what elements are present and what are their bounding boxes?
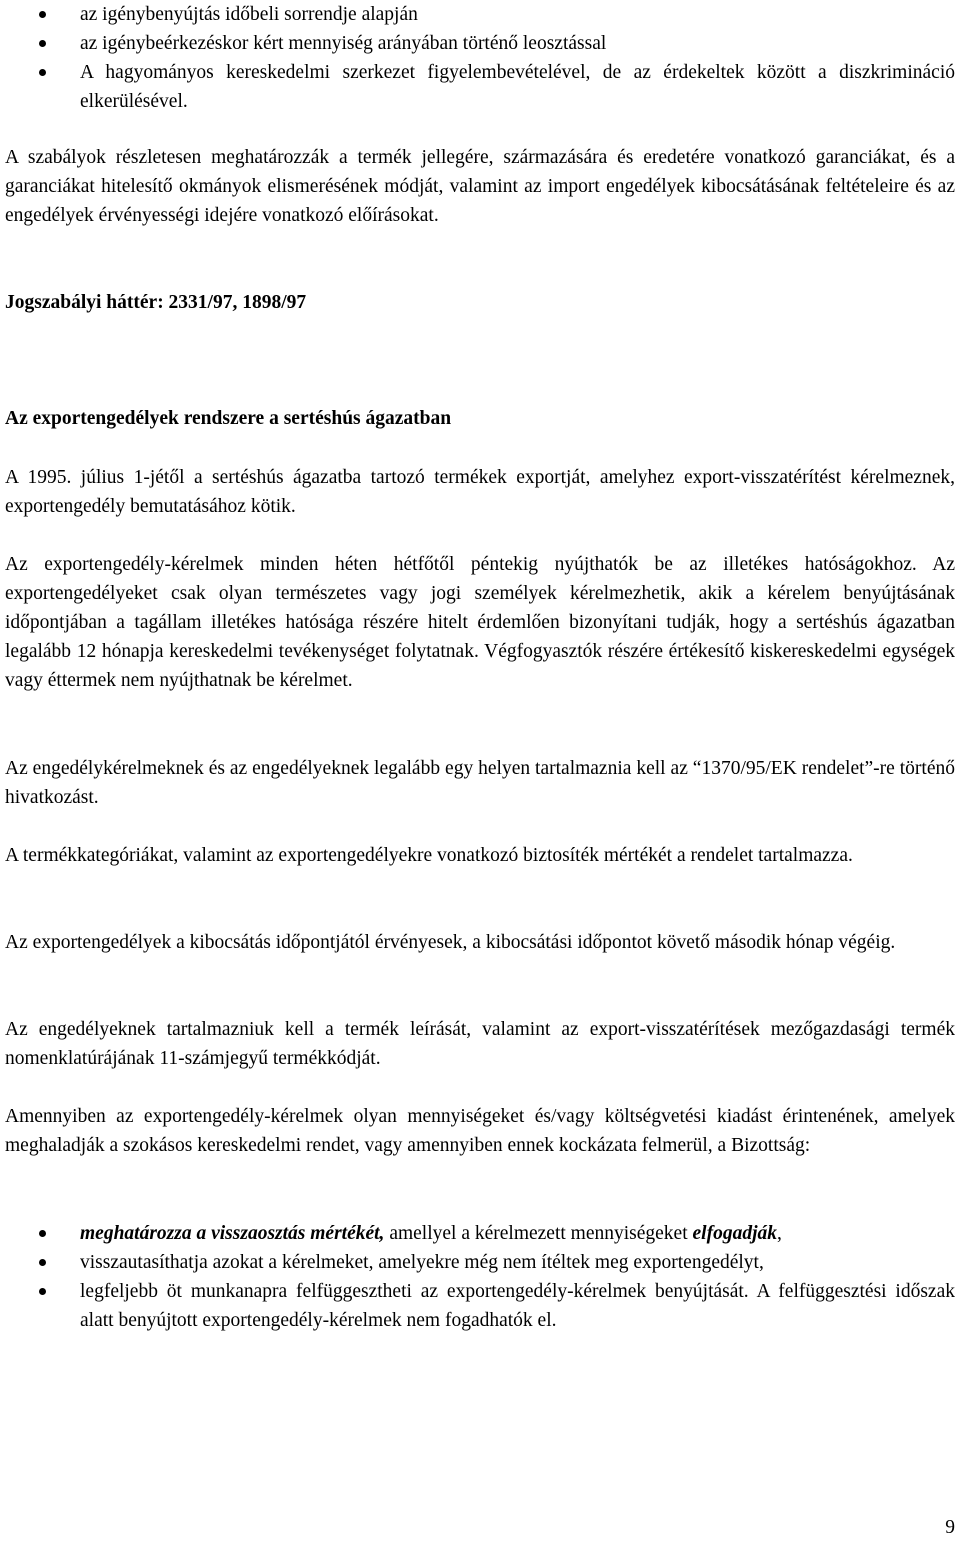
paragraph: Az engedélykérelmeknek és az engedélyeknek legalább egy helyen tartalmaznia kell az “1370/95/EK rendelet”-re történő hivatkozást. bbox=[5, 758, 955, 808]
paragraph: A 1995. július 1-jétől a sertéshús ágazatba tartozó termékek exportját, amelyhez export-visszatérítést kérelmeznek, exportengedély bemutatásához kötik. bbox=[5, 467, 955, 517]
rules-paragraph: A szabályok részletesen meghatározzák a termék jellegére, származására és eredetére vonatkozó garanciákat, és a garanciákat hitelesítő okmányok elismerésének módját, valamint az import engedélyek kibocsátásának feltételeire és az engedélyek érvényességi idejére vonatkozó előírásokat. bbox=[5, 147, 955, 226]
bullet-icon bbox=[39, 1230, 46, 1237]
top-bullet-list bbox=[5, 0, 955, 116]
paragraph: Az exportengedély-kérelmek minden héten hétfőtől péntekig nyújthatók be az illetékes hatóságokhoz. Az exportengedélyeket csak olyan természetes vagy jogi személyek kérelmezhetik, akik a kérelem benyújtásának időpontjában a tagállam illetékes hatósága részére hitelt érdemlően bizonyítani tudják, hogy a sertéshús ágazatban legalább 12 hónapja kereskedelmi tevékenységet folytatnak. Végfogyasztók részére értékesítő kiskereskedelmi egységek vagy éttermek nem nyújthatnak be kérelmet. bbox=[5, 554, 955, 691]
list-item: A hagyományos kereskedelmi szerkezet figyelembevételével, de az érdekeltek között a diszkrimináció elkerülésével. bbox=[5, 58, 955, 116]
list-item: legfeljebb öt munkanapra felfüggesztheti az exportengedély-kérelmek benyújtását. A felfüggesztési időszak alatt benyújtott exportengedély-kérelmek nem fogadhatók el. bbox=[5, 1277, 955, 1335]
paragraph: Az exportengedélyek a kibocsátás időpontjától érvényesek, a kibocsátási időpontot követő második hónap végéig. bbox=[5, 932, 896, 953]
page-number: 9 bbox=[945, 1517, 955, 1538]
bottom-bullet-list bbox=[5, 1219, 955, 1335]
list-item: az igénybeérkezéskor kért mennyiség arányában történő leosztással bbox=[5, 29, 955, 58]
bullet-icon bbox=[39, 1288, 46, 1295]
paragraph: Az engedélyeknek tartalmazniuk kell a termék leírását, valamint az export-visszatérítések mezőgazdasági termék nomenklatúrájának 11-számjegyű termékkódját. bbox=[5, 1019, 955, 1069]
bullet-icon bbox=[39, 40, 46, 47]
section-heading: Az exportengedélyek rendszere a sertéshús ágazatban bbox=[5, 408, 452, 429]
bullet-icon bbox=[39, 11, 46, 18]
paragraph: A termékkategóriákat, valamint az exportengedélyekre vonatkozó biztosíték mértékét a rendelet tartalmazza. bbox=[5, 845, 853, 866]
list-item: visszautasíthatja azokat a kérelmeket, amelyekre még nem ítéltek meg exportengedélyt, bbox=[5, 1248, 955, 1277]
paragraph: Amennyiben az exportengedély-kérelmek olyan mennyiségeket és/vagy költségvetési kiadást érintenének, amelyek meghaladják a szokásos kereskedelmi rendet, vagy amennyiben ennek kockázata felmerül, a Bizottság: bbox=[5, 1106, 955, 1156]
bullet-icon bbox=[39, 69, 46, 76]
list-item: meghatározza a visszaosztás mértékét, amellyel a kérelmezett mennyiségeket elfogadják, bbox=[5, 1219, 955, 1248]
list-item: az igénybenyújtás időbeli sorrendje alapján bbox=[5, 0, 955, 29]
bullet-icon bbox=[39, 1259, 46, 1266]
legal-background: Jogszabályi háttér: 2331/97, 1898/97 bbox=[5, 292, 307, 313]
